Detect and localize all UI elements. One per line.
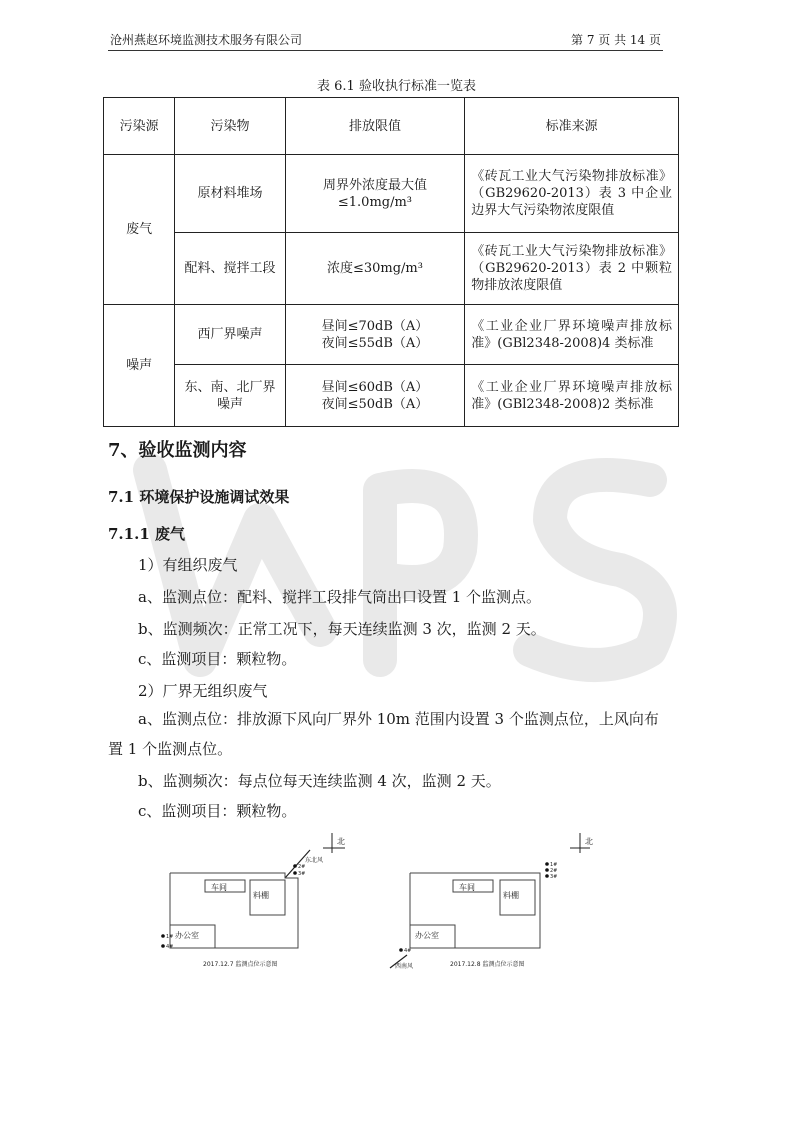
office-label: 办公室 — [175, 931, 199, 940]
source-cell: 噪声 — [104, 305, 175, 427]
page-header — [108, 28, 663, 51]
limit-line: 夜间≤50dB（A） — [321, 396, 429, 412]
table-row — [104, 365, 679, 427]
limit-line: 昼间≤60dB（A） — [321, 379, 429, 395]
pollutant-cell: 配料、搅拌工段 — [175, 233, 285, 305]
monitoring-point-label: 1# — [550, 862, 558, 868]
monitoring-point-diagram — [385, 828, 593, 978]
limit-cell — [285, 233, 465, 305]
pollutant-cell: 东、南、北厂界噪声 — [175, 365, 285, 427]
limit-cell — [285, 155, 465, 233]
limit-cell — [285, 305, 465, 365]
table-header-cell: 污染源 — [104, 98, 175, 155]
paragraph: 2）厂界无组织废气 — [138, 682, 268, 700]
monitoring-point-marker — [161, 934, 165, 938]
monitoring-point-marker — [545, 874, 549, 878]
standard-cell: 《砖瓦工业大气污染物排放标准》（GB29620-2013）表 3 中企业边界大气污染物浓度限值 — [465, 155, 679, 233]
north-label: 北 — [337, 837, 345, 846]
standard-cell: 《工业企业厂界环境噪声排放标准》(GBl2348-2008)2 类标准 — [465, 365, 679, 427]
pollutant-cell: 西厂界噪声 — [175, 305, 285, 365]
monitoring-point-diagram — [155, 828, 355, 978]
monitoring-point-label: 4# — [166, 944, 174, 950]
limit-line: 周界外浓度最大值 — [322, 177, 427, 193]
standards-table — [103, 97, 679, 427]
figure-caption: 2017.12.7 监测点位示意图 — [203, 961, 278, 968]
paragraph: b、监测频次：正常工况下，每天连续监测 3 次，监测 2 天。 — [138, 620, 546, 638]
material-shed-label: 料棚 — [503, 891, 519, 900]
table-row — [104, 305, 679, 365]
wind-label: 西南风 — [395, 963, 414, 970]
table-header-cell: 标准来源 — [465, 98, 679, 155]
subsection-title: 7.1 环境保护设施调试效果 — [108, 488, 290, 506]
standard-cell: 《工业企业厂界环境噪声排放标准》(GBl2348-2008)4 类标准 — [465, 305, 679, 365]
limit-line: ≤1.0mg/m³ — [337, 194, 413, 210]
limit-line: 浓度≤30mg/m³ — [326, 261, 423, 276]
section-title: 7、验收监测内容 — [108, 440, 247, 461]
workshop-label: 车间 — [459, 883, 475, 892]
north-label: 北 — [585, 837, 593, 846]
paragraph: b、监测频次：每点位每天连续监测 4 次，监测 2 天。 — [138, 772, 501, 790]
monitoring-point-label: 2# — [298, 864, 306, 870]
pollutant-cell: 原材料堆场 — [175, 155, 285, 233]
limit-line: 昼间≤70dB（A） — [321, 318, 429, 334]
monitoring-point-label: 3# — [550, 874, 558, 880]
monitoring-point-marker — [293, 864, 297, 868]
figure-caption: 2017.12.8 监测点位示意图 — [450, 961, 525, 968]
monitoring-point-marker — [293, 871, 297, 875]
limit-line: 夜间≤55dB（A） — [321, 335, 429, 351]
monitoring-point-label: 3# — [298, 871, 306, 877]
paragraph: a、监测点位：排放源下风向厂界外 10m 范围内设置 3 个监测点位，上风向布置 1 个监测点位。 — [108, 710, 659, 758]
subsubsection-title: 7.1.1 废气 — [108, 525, 185, 543]
limit-cell — [285, 365, 465, 427]
monitoring-point-marker — [161, 944, 165, 948]
table-caption: 表 6.1 验收执行标准一览表 — [317, 79, 476, 94]
monitoring-point-marker — [545, 862, 549, 866]
monitoring-point-marker — [545, 868, 549, 872]
table-header-cell: 污染物 — [175, 98, 285, 155]
wind-label: 东北风 — [305, 857, 324, 864]
table-header-cell: 排放限值 — [285, 98, 465, 155]
table-row — [104, 155, 679, 233]
header-page-info: 第 7 页 共 14 页 — [571, 33, 661, 47]
standard-cell: 《砖瓦工业大气污染物排放标准》（GB29620-2013）表 2 中颗粒物排放浓度限值 — [465, 233, 679, 305]
header-company: 沧州燕赵环境监测技术服务有限公司 — [110, 33, 303, 47]
material-shed-label: 料棚 — [253, 891, 269, 900]
paragraph: c、监测项目：颗粒物。 — [138, 802, 297, 820]
monitoring-point-label: 4# — [404, 948, 412, 954]
paragraph: a、监测点位：配料、搅拌工段排气筒出口设置 1 个监测点。 — [138, 588, 542, 606]
workshop-label: 车间 — [211, 883, 227, 892]
monitoring-point-marker — [399, 948, 403, 952]
table-row — [104, 233, 679, 305]
table-header-row — [104, 98, 679, 155]
source-cell: 废气 — [104, 155, 175, 305]
office-label: 办公室 — [415, 931, 439, 940]
monitoring-point-label: 1# — [166, 934, 174, 940]
monitoring-point-label: 2# — [550, 868, 558, 874]
paragraph: 1）有组织废气 — [138, 556, 238, 574]
paragraph: c、监测项目：颗粒物。 — [138, 650, 297, 668]
